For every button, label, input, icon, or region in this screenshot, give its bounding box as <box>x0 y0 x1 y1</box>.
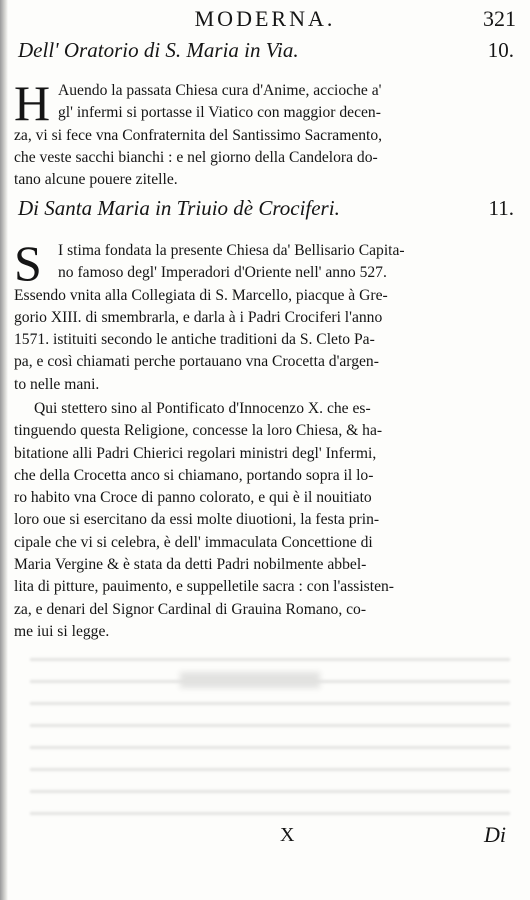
text-line: Essendo vnita alla Collegiata di S. Marcello, piacque à Gre- <box>14 286 388 304</box>
text-line: Auendo la passata Chiesa cura d'Anime, accioche a' <box>58 82 382 99</box>
show-through-heading <box>180 672 320 688</box>
text-line: za, e denari del Signor Cardinal di Grauina Romano, co- <box>14 600 367 618</box>
text-line: ro habito vna Croce di panno colorato, e qui è il nouitiato <box>14 489 372 507</box>
text-line: Maria Vergine & è stata da detti Padri nobilmente abbel- <box>14 556 367 574</box>
section-10-number: 10. <box>487 38 514 62</box>
text-line: bitatione alli Padri Chierici regolari ministri degl' Infermi, <box>14 444 377 462</box>
text-line: che veste sacchi bianchi : e nel giorno della Candelora do- <box>14 148 378 166</box>
text-line: to nelle mani. <box>14 375 100 393</box>
drop-cap-s: S <box>14 235 42 291</box>
section-11-paragraph-2 <box>14 398 520 643</box>
section-10-heading <box>18 38 520 63</box>
section-10-title: Dell' Oratorio di S. Maria in Via. <box>18 38 299 62</box>
text-line: gl' infermi si portasse il Viatico con maggior decen- <box>58 104 381 122</box>
text-line: me iui si legge. <box>14 622 110 640</box>
text-line: pa, e così chiamati perche portauano vna Crocetta d'argen- <box>14 353 379 371</box>
text-line: lita di pitture, pauimento, e suppelletile sacra : con l'assisten- <box>14 578 394 596</box>
section-11-paragraph-1 <box>14 235 520 396</box>
text-line: tano alcune pouere zitelle. <box>14 171 178 189</box>
show-through-text <box>30 648 510 833</box>
text-line: za, vi si fece vna Confraternita del Santissimo Sacramento, <box>14 126 383 144</box>
drop-cap-h: H <box>14 75 51 131</box>
text-line: tinguendo questa Religione, concesse la loro Chiesa, & ha- <box>14 422 383 440</box>
binding-gutter <box>0 0 8 900</box>
text-line: 1571. istituiti secondo le antiche traditioni da S. Cleto Pa- <box>14 331 375 349</box>
signature-mark: X <box>280 824 295 846</box>
section-11-heading <box>18 196 520 221</box>
page-number: 321 <box>483 6 516 31</box>
running-title: MODERNA. <box>194 6 336 31</box>
text-line: loro oue si esercitano da essi molte diuotioni, la festa prin- <box>14 511 380 529</box>
section-11-title: Di Santa Maria in Triuio dè Crociferi. <box>18 196 340 220</box>
text-line: gorio XIII. di smembrarla, e darla à i Padri Crociferi l'anno <box>14 308 383 326</box>
running-head <box>0 6 530 36</box>
catchword: Di <box>484 822 506 847</box>
text-line: che della Crocetta anco si chiamano, portando sopra il lo- <box>14 466 374 484</box>
text-line: no famoso degl' Imperadori d'Oriente nell' anno 527. <box>58 264 387 282</box>
section-10-paragraph <box>14 75 520 191</box>
text-line: Qui stettero sino al Pontificato d'Innocenzo X. che es- <box>34 400 371 417</box>
text-line: I stima fondata la presente Chiesa da' Bellisario Capita- <box>58 242 405 259</box>
section-11-number: 11. <box>488 196 514 220</box>
text-line: cipale che vi si celebra, è dell' immaculata Concettione di <box>14 533 373 551</box>
